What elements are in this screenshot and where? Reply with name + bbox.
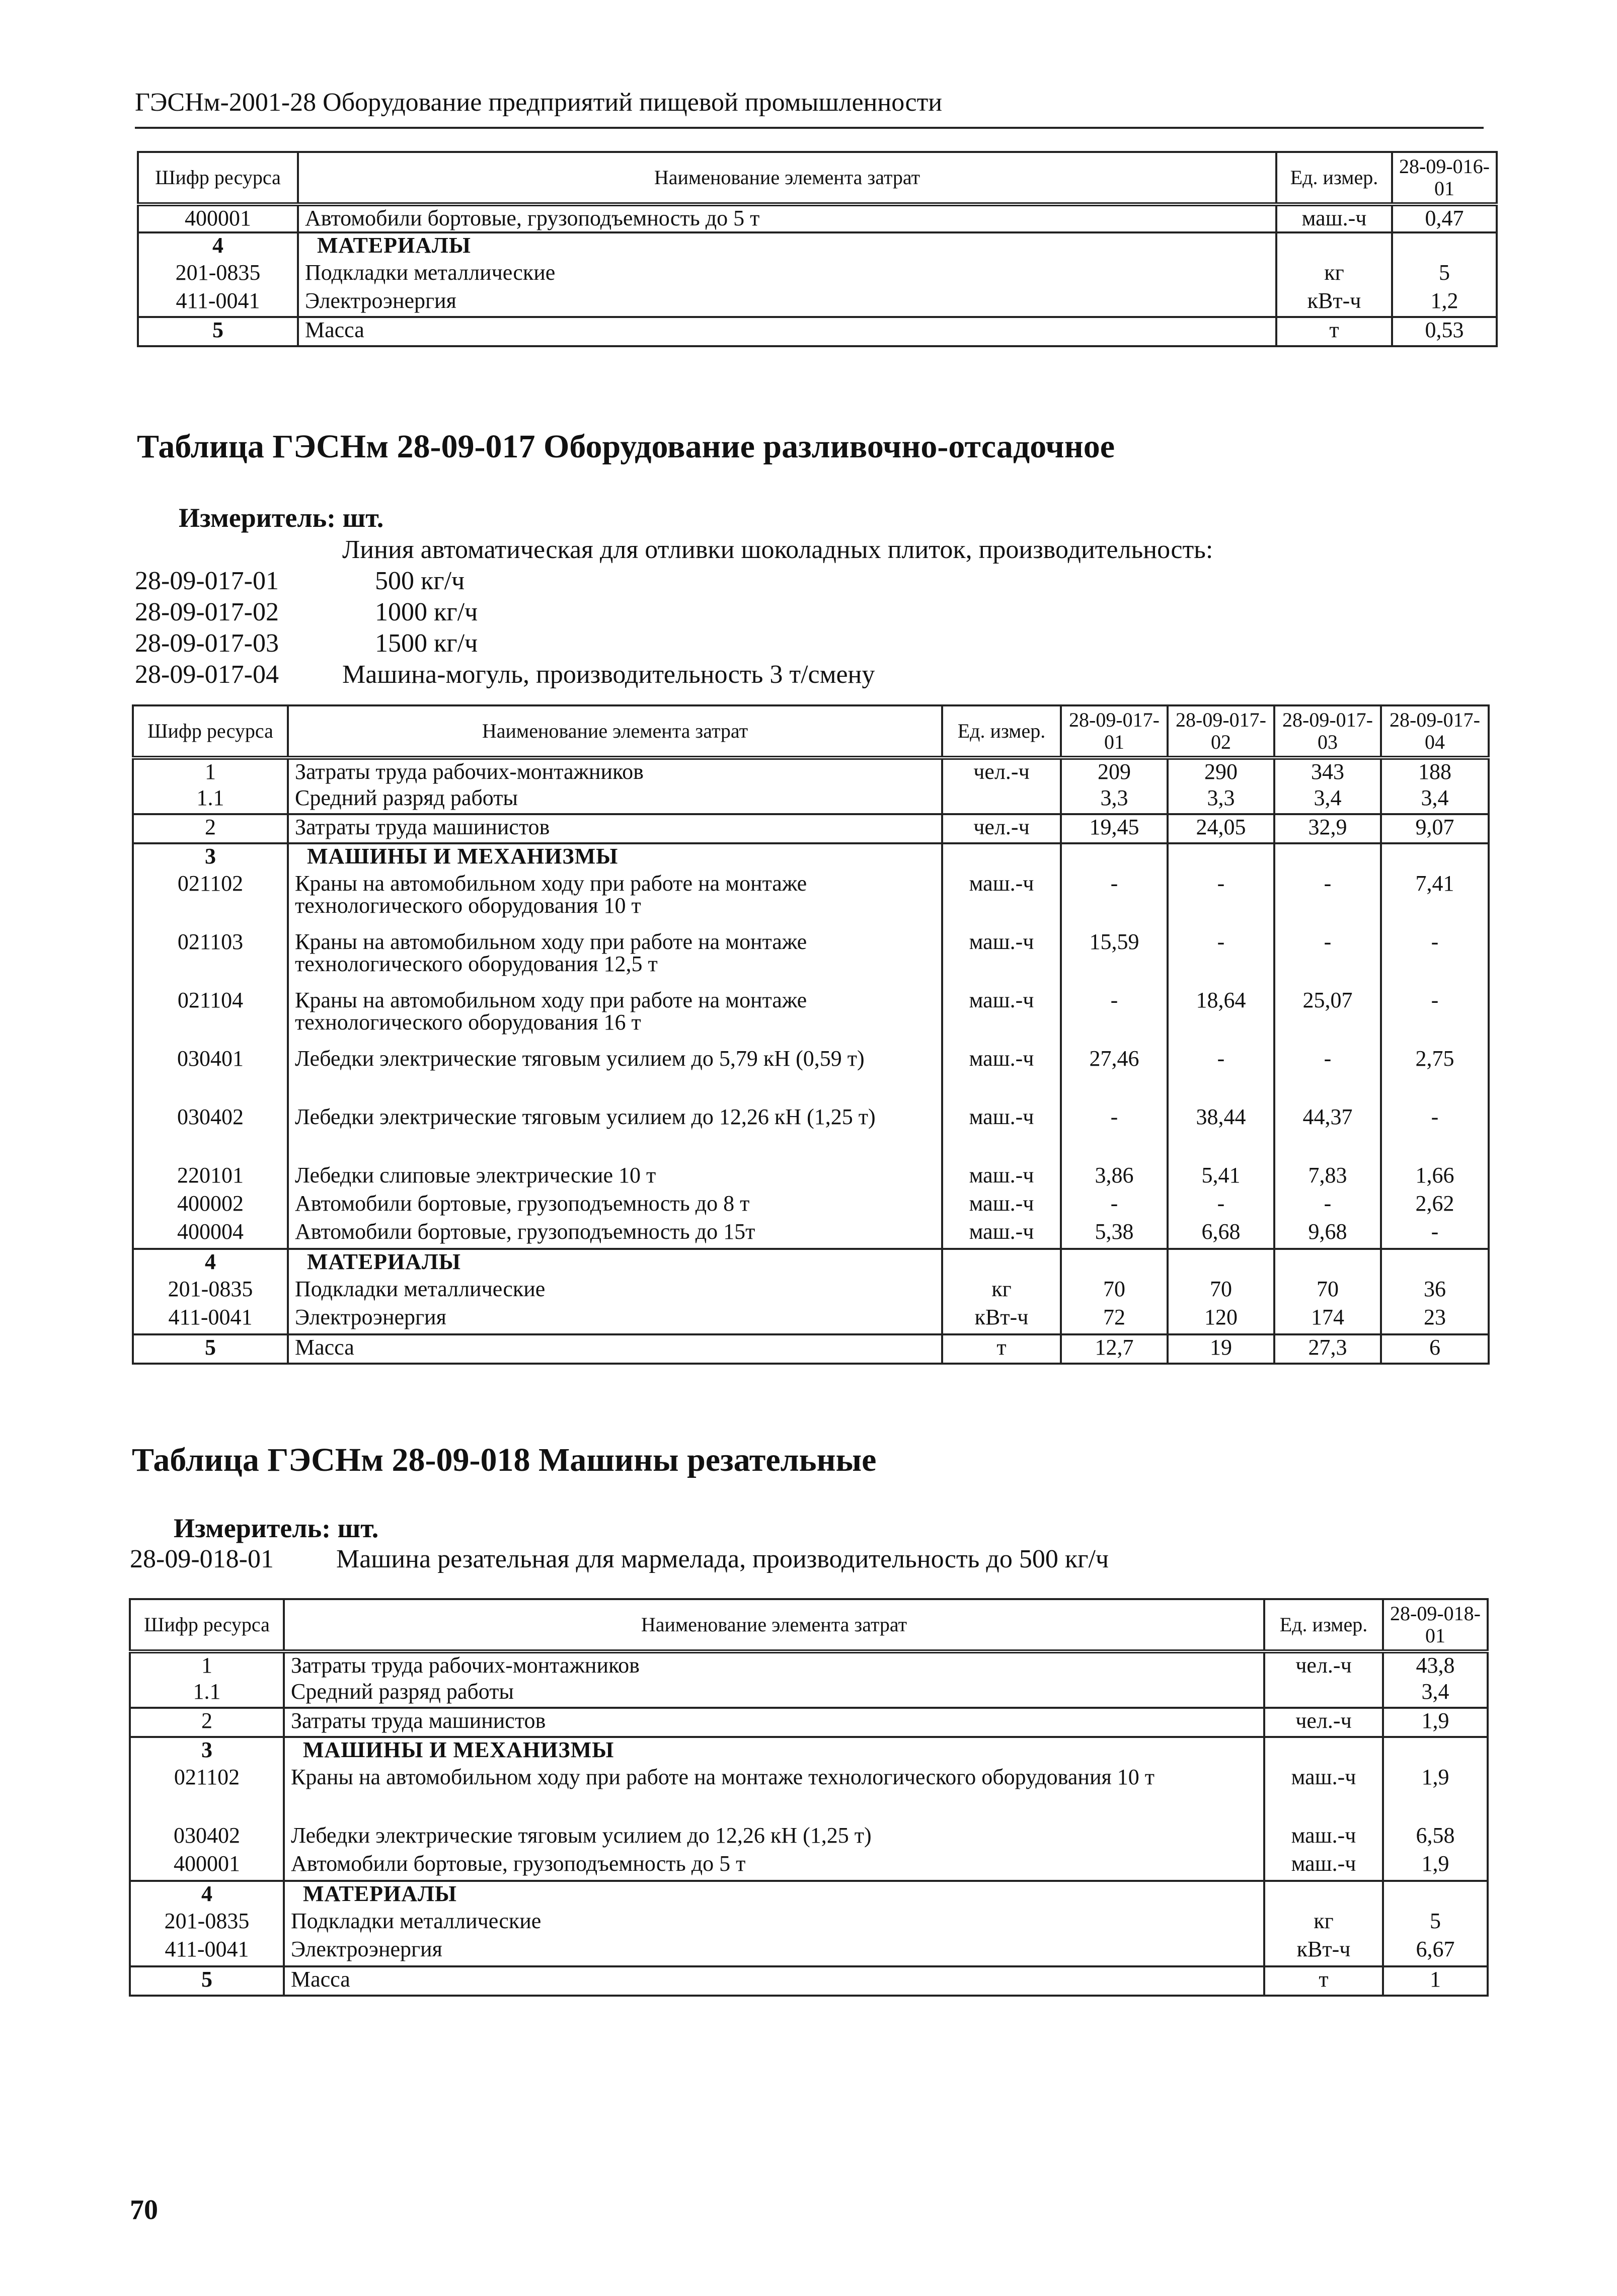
- resource-code: 021104: [133, 988, 288, 1047]
- cost-element-name: Автомобили бортовые, грузоподъемность до 5 т: [298, 204, 1276, 232]
- resource-code: 400001: [138, 204, 298, 232]
- norm-value: [1381, 1249, 1489, 1277]
- cost-element-name: Затраты труда машинистов: [284, 1708, 1264, 1737]
- resource-code: 1.1: [130, 1680, 284, 1708]
- running-title: ГЭСНм-2001-28 Оборудование предприятий пищевой промышленности: [135, 88, 943, 117]
- norm-value: 1: [1383, 1966, 1488, 1996]
- section-title: МАТЕРИАЛЫ: [284, 1881, 1264, 1909]
- cost-element-name: Лебедки слиповые электрические 10 т: [288, 1163, 942, 1192]
- norm-value: 27,46: [1061, 1047, 1168, 1105]
- table-row: [130, 1909, 1488, 1937]
- table-row: [133, 1163, 1489, 1192]
- norm-value: 70: [1061, 1277, 1168, 1305]
- cost-element-name: Средний разряд работы: [284, 1680, 1264, 1708]
- norm-value: [1168, 843, 1274, 872]
- cost-element-name: Масса: [298, 317, 1276, 346]
- norm-value: 5: [1392, 261, 1497, 289]
- item-code: 28-09-017-03: [135, 629, 279, 658]
- resource-code: 4: [133, 1249, 288, 1277]
- unit-of-measure: кВт-ч: [942, 1305, 1061, 1334]
- table-row: [133, 786, 1489, 814]
- table-row: [133, 1277, 1489, 1305]
- norm-value: 9,07: [1381, 814, 1489, 843]
- norm-value: 6,58: [1383, 1824, 1488, 1852]
- unit-of-measure: чел.-ч: [942, 758, 1061, 786]
- col-header-value: 28-09-018-01: [1383, 1599, 1488, 1651]
- cost-element-name: Масса: [284, 1966, 1264, 1996]
- norm-value: [1061, 843, 1168, 872]
- unit-of-measure: кВт-ч: [1264, 1937, 1383, 1966]
- table-row: [133, 1105, 1489, 1163]
- norm-value: 1,9: [1383, 1852, 1488, 1881]
- resource-code: 400002: [133, 1192, 288, 1220]
- norm-value: 5,38: [1061, 1220, 1168, 1249]
- item-code: 28-09-017-04: [135, 660, 279, 689]
- table-row: [138, 289, 1497, 317]
- norm-value: -: [1274, 872, 1381, 930]
- norm-value: 44,37: [1274, 1105, 1381, 1163]
- resource-code: 400001: [130, 1852, 284, 1881]
- norm-value: 5: [1383, 1909, 1488, 1937]
- resource-code: 1.1: [133, 786, 288, 814]
- table-row: [133, 872, 1489, 930]
- table-row: [133, 1192, 1489, 1220]
- resource-code: 4: [130, 1881, 284, 1909]
- norm-value: 7,83: [1274, 1163, 1381, 1192]
- table-017-intro: Линия автоматическая для отливки шоколадных плиток, производительность:: [342, 535, 1213, 564]
- norm-value: [1274, 1249, 1381, 1277]
- cost-element-name: Затраты труда рабочих-монтажников: [284, 1651, 1264, 1680]
- resource-code: 201-0835: [138, 261, 298, 289]
- norm-value: 1,66: [1381, 1163, 1489, 1192]
- measure-label: Измеритель:: [174, 1513, 331, 1543]
- col-header-value: 28-09-016-01: [1392, 152, 1497, 204]
- resource-code: 411-0041: [130, 1937, 284, 1966]
- col-header-value: 28-09-017-04: [1381, 705, 1489, 758]
- cost-element-name: Подкладки металлические: [284, 1909, 1264, 1937]
- norm-value: 18,64: [1168, 988, 1274, 1047]
- unit-of-measure: [1276, 232, 1392, 261]
- table-28-09-018: [129, 1598, 1489, 1997]
- norm-value: 0,47: [1392, 204, 1497, 232]
- unit-of-measure: кВт-ч: [1276, 289, 1392, 317]
- norm-value: -: [1061, 1192, 1168, 1220]
- resource-code: 030402: [133, 1105, 288, 1163]
- resource-code: 2: [130, 1708, 284, 1737]
- resource-code: 021102: [133, 872, 288, 930]
- item-text: 1500 кг/ч: [375, 629, 478, 658]
- table-row: [130, 1651, 1488, 1680]
- table-28-09-017: [132, 704, 1490, 1365]
- unit-of-measure: маш.-ч: [1264, 1852, 1383, 1881]
- norm-value: 9,68: [1274, 1220, 1381, 1249]
- norm-value: 1,9: [1383, 1765, 1488, 1824]
- measure-label: Измеритель:: [179, 503, 336, 533]
- table-017-title: Таблица ГЭСНм 28-09-017 Оборудование разливочно-отсадочное: [137, 428, 1115, 465]
- norm-value: 3,86: [1061, 1163, 1168, 1192]
- norm-value: -: [1381, 988, 1489, 1047]
- col-header-name: Наименование элемента затрат: [298, 152, 1276, 204]
- item-code: 28-09-017-02: [135, 598, 279, 626]
- resource-code: 201-0835: [130, 1909, 284, 1937]
- norm-value: -: [1168, 1192, 1274, 1220]
- norm-value: -: [1381, 1105, 1489, 1163]
- section-title: МАШИНЫ И МЕХАНИЗМЫ: [284, 1737, 1264, 1765]
- norm-value: 12,7: [1061, 1334, 1168, 1364]
- norm-value: 3,3: [1061, 786, 1168, 814]
- norm-value: 1,9: [1383, 1708, 1488, 1737]
- resource-code: 5: [138, 317, 298, 346]
- norm-value: 6,67: [1383, 1937, 1488, 1966]
- unit-of-measure: чел.-ч: [1264, 1651, 1383, 1680]
- cost-element-name: Автомобили бортовые, грузоподъемность до 5 т: [284, 1852, 1264, 1881]
- resource-code: 030401: [133, 1047, 288, 1105]
- measure-value: шт.: [337, 1513, 379, 1543]
- resource-code: 5: [133, 1334, 288, 1364]
- col-header-value: 28-09-017-02: [1168, 705, 1274, 758]
- norm-value: [1392, 232, 1497, 261]
- table-row: [130, 1737, 1488, 1765]
- unit-of-measure: маш.-ч: [942, 1220, 1061, 1249]
- unit-of-measure: [1264, 1881, 1383, 1909]
- norm-value: 70: [1274, 1277, 1381, 1305]
- col-header-name: Наименование элемента затрат: [288, 705, 942, 758]
- norm-value: 72: [1061, 1305, 1168, 1334]
- col-header-code: Шифр ресурса: [133, 705, 288, 758]
- unit-of-measure: маш.-ч: [942, 1192, 1061, 1220]
- norm-value: 36: [1381, 1277, 1489, 1305]
- table-row: [133, 843, 1489, 872]
- unit-of-measure: [1264, 1680, 1383, 1708]
- norm-value: 5,41: [1168, 1163, 1274, 1192]
- resource-code: 021103: [133, 930, 288, 988]
- section-title: МАШИНЫ И МЕХАНИЗМЫ: [288, 843, 942, 872]
- cost-element-name: Подкладки металлические: [288, 1277, 942, 1305]
- norm-value: [1168, 1249, 1274, 1277]
- cost-element-name: Электроэнергия: [298, 289, 1276, 317]
- cost-element-name: Электроэнергия: [288, 1305, 942, 1334]
- table-017-measure: [179, 501, 383, 534]
- norm-value: 6: [1381, 1334, 1489, 1364]
- table-row: [130, 1966, 1488, 1996]
- norm-value: 209: [1061, 758, 1168, 786]
- norm-value: 6,68: [1168, 1220, 1274, 1249]
- norm-value: -: [1168, 930, 1274, 988]
- unit-of-measure: маш.-ч: [942, 1105, 1061, 1163]
- table-row: [130, 1881, 1488, 1909]
- resource-code: 400004: [133, 1220, 288, 1249]
- norm-value: 7,41: [1381, 872, 1489, 930]
- unit-of-measure: т: [1264, 1966, 1383, 1996]
- norm-value: 19: [1168, 1334, 1274, 1364]
- table-row: [133, 1249, 1489, 1277]
- table-row: [130, 1852, 1488, 1881]
- unit-of-measure: маш.-ч: [942, 1163, 1061, 1192]
- norm-value: 15,59: [1061, 930, 1168, 988]
- resource-code: 3: [133, 843, 288, 872]
- cost-element-name: Краны на автомобильном ходу при работе на монтаже технологического оборудования 10 т: [284, 1765, 1264, 1824]
- table-row: [133, 1334, 1489, 1364]
- norm-value: [1061, 1249, 1168, 1277]
- norm-value: -: [1061, 1105, 1168, 1163]
- col-header-unit: Ед. измер.: [942, 705, 1061, 758]
- table-018-title: Таблица ГЭСНм 28-09-018 Машины резательные: [132, 1442, 877, 1478]
- unit-of-measure: [942, 1249, 1061, 1277]
- unit-of-measure: кг: [1264, 1909, 1383, 1937]
- section-title: МАТЕРИАЛЫ: [298, 232, 1276, 261]
- table-row: [130, 1937, 1488, 1966]
- table-28-09-016: [137, 151, 1498, 347]
- table-row: [130, 1680, 1488, 1708]
- norm-value: 174: [1274, 1305, 1381, 1334]
- norm-value: 1,2: [1392, 289, 1497, 317]
- col-header-name: Наименование элемента затрат: [284, 1599, 1264, 1651]
- item-text: 1000 кг/ч: [375, 598, 478, 626]
- table-row: [133, 758, 1489, 786]
- cost-element-name: Средний разряд работы: [288, 786, 942, 814]
- cost-element-name: Лебедки электрические тяговым усилием до 5,79 кН (0,59 т): [288, 1047, 942, 1105]
- norm-value: 3,4: [1274, 786, 1381, 814]
- cost-element-name: Автомобили бортовые, грузоподъемность до 15т: [288, 1220, 942, 1249]
- cost-element-name: Краны на автомобильном ходу при работе на монтаже технологического оборудования 10 т: [288, 872, 942, 930]
- unit-of-measure: маш.-ч: [1264, 1824, 1383, 1852]
- unit-of-measure: т: [942, 1334, 1061, 1364]
- col-header-code: Шифр ресурса: [138, 152, 298, 204]
- cost-element-name: Автомобили бортовые, грузоподъемность до 8 т: [288, 1192, 942, 1220]
- norm-value: -: [1274, 930, 1381, 988]
- norm-value: 24,05: [1168, 814, 1274, 843]
- unit-of-measure: кг: [942, 1277, 1061, 1305]
- col-header-value: 28-09-017-01: [1061, 705, 1168, 758]
- norm-value: 23: [1381, 1305, 1489, 1334]
- unit-of-measure: маш.-ч: [942, 930, 1061, 988]
- cost-element-name: Лебедки электрические тяговым усилием до 12,26 кН (1,25 т): [284, 1824, 1264, 1852]
- resource-code: 030402: [130, 1824, 284, 1852]
- cost-element-name: Затраты труда машинистов: [288, 814, 942, 843]
- unit-of-measure: чел.-ч: [1264, 1708, 1383, 1737]
- resource-code: 2: [133, 814, 288, 843]
- item-text: Машина резательная для мармелада, производительность до 500 кг/ч: [336, 1545, 1109, 1573]
- table-row: [138, 204, 1497, 232]
- cost-element-name: Масса: [288, 1334, 942, 1364]
- norm-value: 25,07: [1274, 988, 1381, 1047]
- norm-value: 120: [1168, 1305, 1274, 1334]
- norm-value: -: [1168, 872, 1274, 930]
- norm-value: 27,3: [1274, 1334, 1381, 1364]
- cost-element-name: Подкладки металлические: [298, 261, 1276, 289]
- running-header: [135, 85, 1484, 129]
- item-code: 28-09-018-01: [130, 1545, 274, 1573]
- resource-code: 021102: [130, 1765, 284, 1824]
- resource-code: 1: [130, 1651, 284, 1680]
- unit-of-measure: маш.-ч: [1264, 1765, 1383, 1824]
- norm-value: 0,53: [1392, 317, 1497, 346]
- item-code: 28-09-017-01: [135, 567, 279, 595]
- item-text: 500 кг/ч: [375, 567, 465, 595]
- table-row: [133, 814, 1489, 843]
- unit-of-measure: маш.-ч: [942, 988, 1061, 1047]
- unit-of-measure: [942, 786, 1061, 814]
- norm-value: 290: [1168, 758, 1274, 786]
- table-row: [138, 261, 1497, 289]
- unit-of-measure: кг: [1276, 261, 1392, 289]
- norm-value: [1383, 1881, 1488, 1909]
- resource-code: 220101: [133, 1163, 288, 1192]
- table-row: [133, 1220, 1489, 1249]
- resource-code: 1: [133, 758, 288, 786]
- norm-value: 43,8: [1383, 1651, 1488, 1680]
- section-title: МАТЕРИАЛЫ: [288, 1249, 942, 1277]
- norm-value: [1383, 1737, 1488, 1765]
- unit-of-measure: [942, 843, 1061, 872]
- norm-value: 188: [1381, 758, 1489, 786]
- norm-value: 3,4: [1381, 786, 1489, 814]
- cost-element-name: Затраты труда рабочих-монтажников: [288, 758, 942, 786]
- norm-value: [1274, 843, 1381, 872]
- resource-code: 5: [130, 1966, 284, 1996]
- resource-code: 411-0041: [138, 289, 298, 317]
- page-number: 70: [130, 2194, 158, 2226]
- unit-of-measure: маш.-ч: [942, 872, 1061, 930]
- norm-value: 343: [1274, 758, 1381, 786]
- norm-value: 38,44: [1168, 1105, 1274, 1163]
- norm-value: -: [1168, 1047, 1274, 1105]
- norm-value: [1381, 843, 1489, 872]
- table-row: [130, 1765, 1488, 1824]
- table-row: [138, 232, 1497, 261]
- cost-element-name: Лебедки электрические тяговым усилием до 12,26 кН (1,25 т): [288, 1105, 942, 1163]
- resource-code: 3: [130, 1737, 284, 1765]
- norm-value: 2,62: [1381, 1192, 1489, 1220]
- norm-value: -: [1274, 1192, 1381, 1220]
- col-header-unit: Ед. измер.: [1276, 152, 1392, 204]
- resource-code: 4: [138, 232, 298, 261]
- unit-of-measure: маш.-ч: [942, 1047, 1061, 1105]
- table-row: [133, 1305, 1489, 1334]
- cost-element-name: Краны на автомобильном ходу при работе на монтаже технологического оборудования 16 т: [288, 988, 942, 1047]
- measure-value: шт.: [342, 503, 384, 533]
- norm-value: -: [1061, 988, 1168, 1047]
- norm-value: -: [1274, 1047, 1381, 1105]
- norm-value: 32,9: [1274, 814, 1381, 843]
- norm-value: -: [1381, 930, 1489, 988]
- norm-value: 3,4: [1383, 1680, 1488, 1708]
- norm-value: 3,3: [1168, 786, 1274, 814]
- col-header-value: 28-09-017-03: [1274, 705, 1381, 758]
- cost-element-name: Электроэнергия: [284, 1937, 1264, 1966]
- unit-of-measure: т: [1276, 317, 1392, 346]
- resource-code: 201-0835: [133, 1277, 288, 1305]
- col-header-code: Шифр ресурса: [130, 1599, 284, 1651]
- resource-code: 411-0041: [133, 1305, 288, 1334]
- unit-of-measure: чел.-ч: [942, 814, 1061, 843]
- norm-value: -: [1381, 1220, 1489, 1249]
- table-row: [133, 1047, 1489, 1105]
- table-018-measure: [174, 1512, 378, 1545]
- table-row: [130, 1824, 1488, 1852]
- table-row: [130, 1708, 1488, 1737]
- col-header-unit: Ед. измер.: [1264, 1599, 1383, 1651]
- norm-value: 2,75: [1381, 1047, 1489, 1105]
- norm-value: 70: [1168, 1277, 1274, 1305]
- unit-of-measure: [1264, 1737, 1383, 1765]
- cost-element-name: Краны на автомобильном ходу при работе на монтаже технологического оборудования 12,5 т: [288, 930, 942, 988]
- unit-of-measure: маш.-ч: [1276, 204, 1392, 232]
- table-row: [133, 930, 1489, 988]
- norm-value: 19,45: [1061, 814, 1168, 843]
- table-row: [133, 988, 1489, 1047]
- norm-value: -: [1061, 872, 1168, 930]
- item-text: Машина-могуль, производительность 3 т/смену: [342, 660, 875, 689]
- table-row: [138, 317, 1497, 346]
